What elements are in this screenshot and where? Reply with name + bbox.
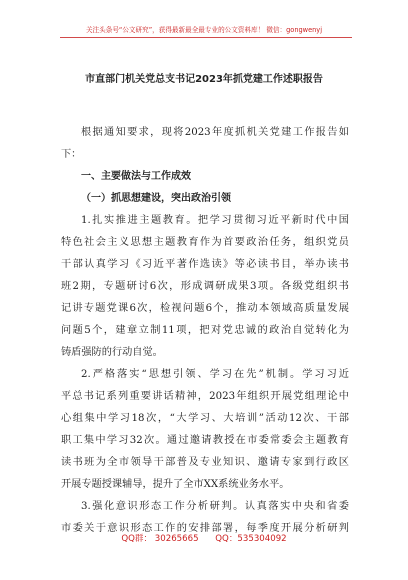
paragraph-line: 特色社会主义思想主题教育作为首要政治任务，组织党员 [61,237,349,248]
paragraph-line: 根据通知要求，现将2023年度抓机关党建工作报告如 [81,127,349,138]
paragraph-line: 读书班为全市领导干部普及专业知识、邀请专家到行政区 [61,457,349,468]
subsection-heading: （一）抓思想建设，突出政治引领 [81,193,231,204]
document-title: 市直部门机关党总支书记2023年抓党建工作述职报告 [85,74,323,85]
footer-qq-group: QQ群： 30265665 [121,534,199,544]
paragraph-line: 记讲专题党课6次，检视问题6个，推动本领域高质量发展 [61,303,349,314]
paragraph-line: 3.强化意识形态工作分析研判。认真落实中央和省委 [81,501,349,512]
paragraph-line: 干部认真学习《习近平著作选读》等必读书目，举办读书 [61,259,349,270]
paragraph-line: 心组集中学习18次，“大学习、大培训”活动12次、干部 [61,413,349,424]
paragraph-line: 班2期，专题研讨6次，形成调研成果3项。各级党组织书 [61,281,349,292]
paragraph-line: 平总书记系列重要讲话精神，2023年组织开展党组理论中 [61,391,349,402]
paragraph-line: 市委关于意识形态工作的安排部署，每季度开展分析研判 [61,523,349,534]
paragraph-line: 铸盾强防的行动自觉。 [61,347,163,358]
header-divider [60,37,352,38]
paragraph-line: 1.扎实推进主题教育。把学习贯彻习近平新时代中国 [81,215,349,226]
section-heading: 一、主要做法与工作成效 [81,171,191,182]
footer-contact [0,532,408,544]
paragraph-line: 问题5个，建章立制11项，把对党忠诚的政治自觉转化为 [61,325,349,336]
paragraph-line: 2.严格落实“思想引领、学习在先”机制。学习习近 [81,369,349,380]
document-body [61,122,349,540]
paragraph-line: 下： [61,149,82,160]
header-notice: 关注头条号“公文研究”，获得最新最全最专业的公文资料库！ 微信：gongwenyj [85,26,323,34]
paragraph-line: 开展专题授课辅导，提升了全市XX系统业务水平。 [61,479,290,490]
footer-qq: QQ：535304092 [215,534,287,544]
paragraph-line: 职工集中学习32次。通过邀请教授在市委常委会主题教育 [61,435,349,446]
